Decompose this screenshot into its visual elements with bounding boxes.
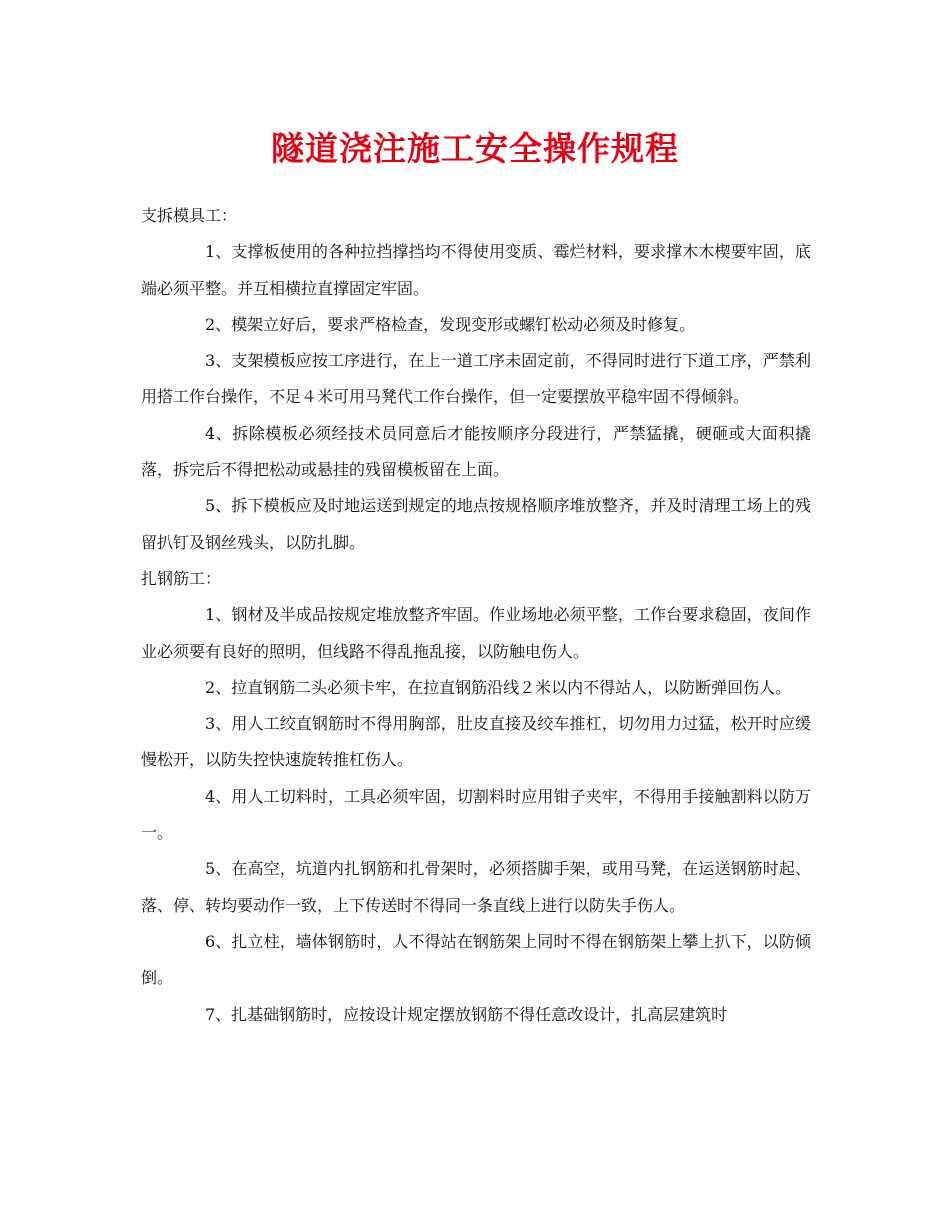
document-title: 隧道浇注施工安全操作规程 [271,129,679,168]
formwork-rule-1: 1、支撑板使用的各种拉挡撑挡均不得使用变质、霉烂材料，要求撑木木楔要牢固，底端必须平整。并互相横拉直撑固定牢固。 [141,242,811,298]
rebar-rule-5: 5、在高空，坑道内扎钢筋和扎骨架时，必须搭脚手架，或用马凳，在运送钢筋时起、落、停、转均要动作一致，上下传送时不得同一条直线上进行以防失手伤人。 [141,859,811,915]
formwork-rule-5: 5、拆下模板应及时地运送到规定的地点按规格顺序堆放整齐，并及时清理工场上的残留扒钉及钢丝残头，以防扎脚。 [141,496,811,552]
rebar-rule-3: 3、用人工绞直钢筋时不得用胸部，肚皮直接及绞车推杠，切勿用力过猛，松开时应缓慢松开，以防失控快速旋转推杠伤人。 [141,714,811,770]
section-formwork [141,198,811,561]
section-rebar [141,561,811,1033]
formwork-rule-3: 3、支架模板应按工序进行，在上一道工序未固定前，不得同时进行下道工序，严禁利用搭工作台操作，不足４米可用马凳代工作台操作，但一定要摆放平稳牢固不得倾斜。 [141,351,811,407]
rebar-rule-7: 7、扎基础钢筋时，应按设计规定摆放钢筋不得任意改设计，扎高层建筑时 [205,1004,728,1024]
formwork-rule-2: 2、模架立好后，要求严格检查，发现变形或螺钉松动必须及时修复。 [205,314,696,334]
rebar-rule-1: 1、钢材及半成品按规定堆放整齐牢固。作业场地必须平整，工作台要求稳固，夜间作业必须要有良好的照明，但线路不得乱拖乱接，以防触电伤人。 [141,605,811,661]
rebar-rule-2: 2、拉直钢筋二头必须卡牢，在拉直钢筋沿线２米以内不得站人，以防断弹回伤人。 [205,677,792,697]
formwork-rule-4: 4、拆除模板必须经技术员同意后才能按顺序分段进行，严禁猛撬，硬砸或大面积撬落，拆完后不得把松动或悬挂的残留模板留在上面。 [141,423,811,480]
rebar-rule-6: 6、扎立柱，墙体钢筋时，人不得站在钢筋架上同时不得在钢筋架上攀上扒下，以防倾倒。 [141,931,811,988]
section-heading-rebar: 扎钢筋工： [141,568,222,588]
section-heading-formwork: 支拆模具工： [141,206,238,225]
rebar-rule-4: 4、用人工切料时，工具必须牢固，切割料时应用钳子夹牢，不得用手接触割料以防万一。 [141,786,811,843]
document-body [141,198,811,1033]
